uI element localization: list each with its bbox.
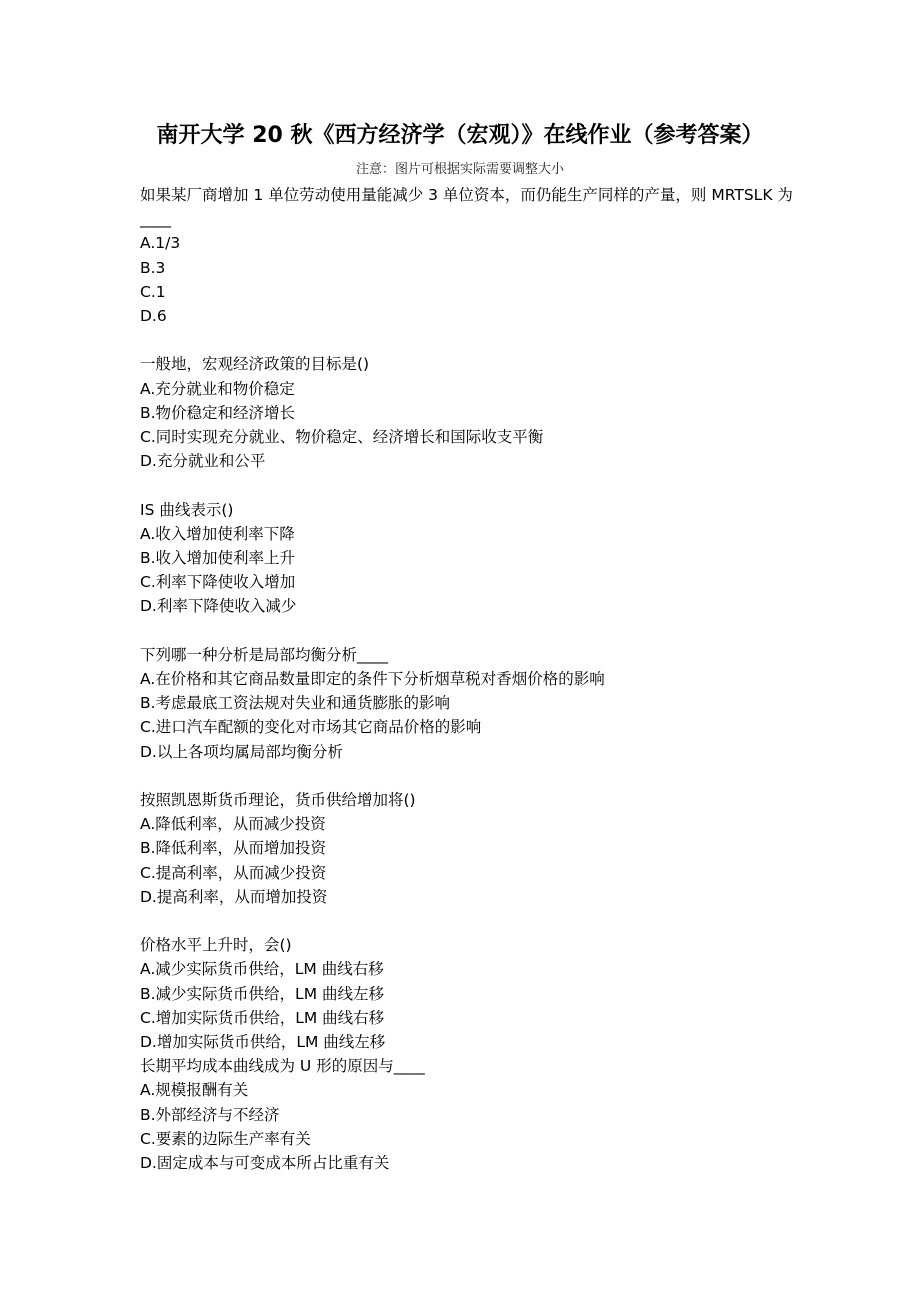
question-list (140, 183, 800, 1175)
question-stem: 下列哪一种分析是局部均衡分析____ (140, 645, 389, 664)
option-d: D.6 (140, 307, 167, 326)
question-stem: IS 曲线表示() (140, 500, 234, 519)
option-b: B.减少实际货币供给，LM 曲线左移 (140, 984, 384, 1003)
option-a: A.降低利率，从而减少投资 (140, 815, 326, 834)
option-b: B.3 (140, 258, 166, 277)
option-c: C.同时实现充分就业、物价稳定、经济增长和国际收支平衡 (140, 428, 544, 447)
option-b: B.降低利率，从而增加投资 (140, 839, 327, 858)
option-d: D.充分就业和公平 (140, 452, 266, 471)
option-c: C.提高利率，从而减少投资 (140, 863, 327, 882)
question-1 (140, 183, 800, 328)
option-d: D.增加实际货币供给，LM 曲线左移 (140, 1033, 386, 1052)
document-title: 南开大学 20 秋《西方经济学（宏观）》在线作业（参考答案） (156, 123, 764, 148)
question-2 (140, 352, 800, 473)
option-a: A.减少实际货币供给，LM 曲线右移 (140, 960, 384, 979)
question-4 (140, 643, 800, 764)
question-stem: 一般地，宏观经济政策的目标是() (140, 355, 370, 374)
question-5 (140, 788, 800, 909)
option-d: D.以上各项均属局部均衡分析 (140, 742, 343, 761)
option-d: D.利率下降使收入减少 (140, 597, 297, 616)
question-stem: 价格水平上升时，会() (140, 936, 292, 955)
image-note: 注意：图片可根据实际需要调整大小 (355, 162, 564, 177)
option-a: A.充分就业和物价稳定 (140, 379, 295, 398)
option-a: A.收入增加使利率下降 (140, 524, 295, 543)
question-6 (140, 933, 800, 1054)
question-stem: 长期平均成本曲线成为 U 形的原因与____ (140, 1057, 425, 1076)
option-a: A.规模报酬有关 (140, 1081, 249, 1100)
option-a: A.在价格和其它商品数量即定的条件下分析烟草税对香烟价格的影响 (140, 670, 605, 689)
option-b: B.收入增加使利率上升 (140, 549, 296, 568)
option-b: B.考虑最底工资法规对失业和通货膨胀的影响 (140, 694, 451, 713)
option-a: A.1/3 (140, 234, 181, 253)
question-stem: 按照凯恩斯货币理论，货币供给增加将() (140, 791, 416, 810)
question-7 (140, 1054, 800, 1175)
question-stem: 如果某厂商增加 1 单位劳动使用量能减少 3 单位资本，而仍能生产同样的产量，则 MRTSLK 为____ (140, 186, 793, 229)
option-c: C.利率下降使收入增加 (140, 573, 296, 592)
option-c: C.增加实际货币供给，LM 曲线右移 (140, 1008, 385, 1027)
question-3 (140, 498, 800, 619)
option-c: C.1 (140, 282, 166, 301)
option-d: D.固定成本与可变成本所占比重有关 (140, 1154, 390, 1173)
option-c: C.要素的边际生产率有关 (140, 1129, 311, 1148)
option-c: C.进口汽车配额的变化对市场其它商品价格的影响 (140, 718, 482, 737)
option-d: D.提高利率，从而增加投资 (140, 887, 328, 906)
option-b: B.物价稳定和经济增长 (140, 403, 296, 422)
option-b: B.外部经济与不经济 (140, 1105, 280, 1124)
